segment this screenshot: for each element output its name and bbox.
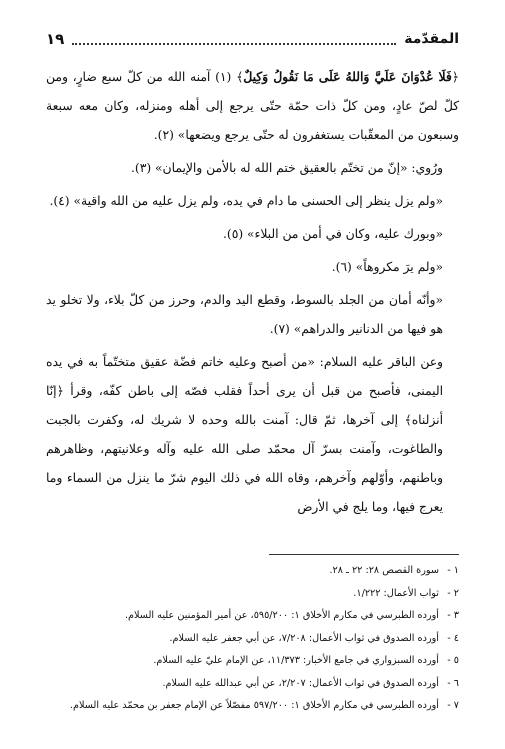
footnote-number: ٤ - [447, 632, 459, 644]
page-header [46, 28, 459, 50]
paragraph: «وبورك عليه، وكان في أمن من البلاء» (٥). [222, 227, 443, 241]
header-dotted-leader [72, 33, 396, 45]
paragraph: «ولم يرَ مكروهاً» (٦). [331, 260, 443, 274]
footnote-separator [269, 554, 459, 555]
footnote [46, 695, 459, 718]
paragraph: «ولم يزل ينظر إلى الحسنى ما دام في يده، ولم يزل عليه من الله واقية» (٤). [49, 194, 443, 208]
footnote [46, 560, 459, 583]
footnote-number: ٢ - [447, 587, 459, 599]
footnote-number: ٥ - [447, 655, 459, 666]
footnote [46, 628, 459, 651]
paragraph: وعن الباقر عليه السلام: «من أصبح وعليه خاتم فضّة عقيق متختّماً به في يده اليمنى، فأصبح من قبل أن يرى أحداً فقلب فصّه إلى باطن كفّه، وقرأ ﴿إنّا أنزلناه﴾ إلى آخرها، ثمّ قال: آمنت بالله وحده لا شريك له، وكفرت بالجبت والطاغوت، وآمنت بسرّ آل محمّد صلى الله عليه وآله وعلانيتهم، وظاهرهم وباطنهم، وأوّلهم وآخرهم، وقاه الله في ذلك اليوم شرّ ما ينزل من السماء وما يعرج فيها، وما يلج في الأرض [46, 355, 443, 514]
footnote-text: سورة القصص ٢٨: ٢٢ ـ ٢٨. [329, 565, 439, 576]
running-title: المقدّمة [404, 31, 459, 47]
page-number: ١٩ [46, 30, 65, 48]
footnote-text: أورده الطبرسي في مكارم الأخلاق ١: ٥٩٧/٢٠٠ مفصّلاً عن الإمام جعفر بن محمّد عليه السلام. [69, 700, 439, 711]
footnote-number: ٣ - [447, 610, 459, 621]
footnotes [46, 560, 459, 718]
paragraph: «وأنّه أمان من الجلد بالسوط، وقطع اليد والدم، وحرز من كلّ بلاء، ولا تخلو يد هو فيها من الدنانير والدراهم» (٧). [46, 293, 443, 336]
footnote-text: أورده السبزواري في جامع الأخبار: ١١/٣٧٣، عن الإمام عليّ عليه السلام. [153, 655, 439, 666]
footnote [46, 650, 459, 673]
paragraph-text: ﴾ (١) آمنه الله من كلّ سبع ضارٍ، ومن كلّ لصّ عادٍ، ومن كلّ ذات حمّة حتّى يرجع إلى أهله ومنزله، وكان معه سبعة وسبعون من المعقّبات يستغفرون له حتّى يرجع ويضعها» (٢). [46, 70, 459, 142]
footnote-text: أورده الطبرسي في مكارم الأخلاق ١: ٥٩٥/٢٠٠، عن أمير المؤمنين عليه السلام. [124, 610, 439, 621]
footnote-text: ثواب الأعمال: ١/٢٢٢. [353, 587, 439, 599]
footnote-number: ٦ - [447, 677, 459, 689]
footnote [46, 673, 459, 696]
footnote [46, 583, 459, 606]
footnote-number: ٧ - [447, 700, 459, 711]
footnote [46, 605, 459, 628]
footnote-text: أورده الصدوق في ثواب الأعمال: ٢/٢٠٧، عن أبي عبدالله عليه السلام. [162, 677, 439, 689]
footnote-number: ١ - [447, 565, 459, 576]
main-text [46, 62, 459, 522]
footnote-text: أورده الصدوق في ثواب الأعمال: ٧/٢٠٨، عن أبي جعفر عليه السلام. [169, 632, 439, 644]
quran-verse: فَلَا عُدْوَانَ عَلَيَّ وَاللهُ عَلَى مَا نَقُولُ وَكِيلٌ [243, 69, 452, 84]
paragraph: ورُوي: «إنّ من تختّم بالعقيق ختم الله له بالأمن والإيمان» (٣). [131, 161, 443, 175]
quran-bracket: ﴿ [451, 70, 459, 84]
paragraph [46, 62, 459, 150]
